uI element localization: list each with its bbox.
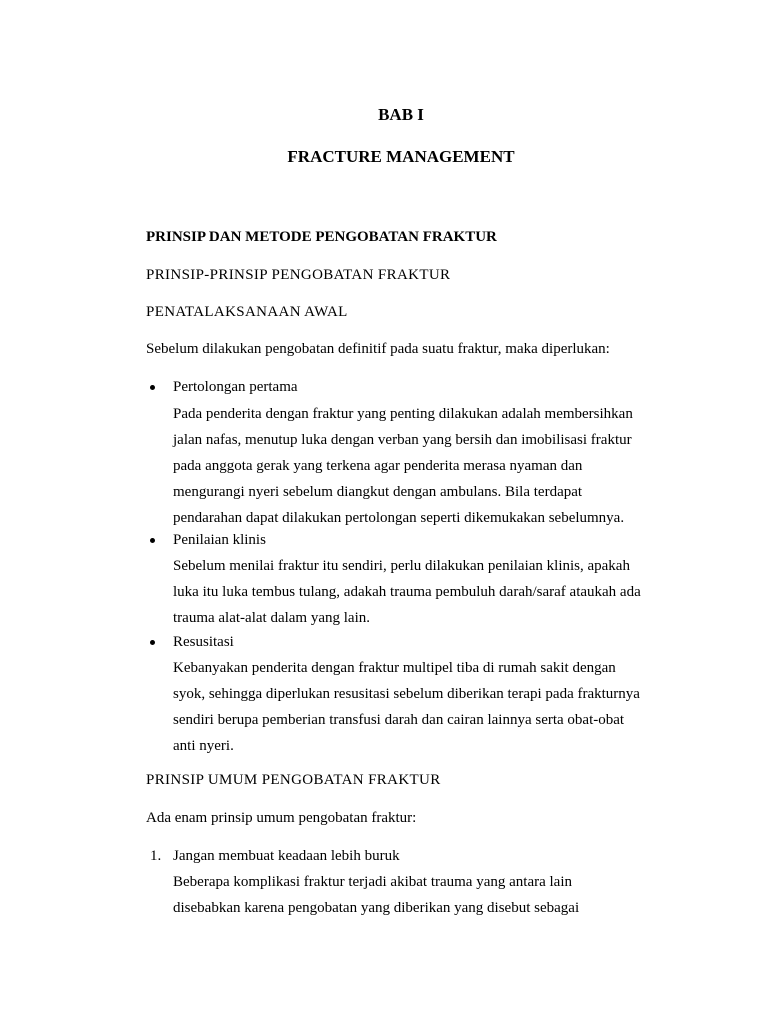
chapter-title: FRACTURE MANAGEMENT (287, 147, 515, 166)
intro-paragraph: Sebelum dilakukan pengobatan definitif pada suatu fraktur, maka diperlukan: (146, 341, 610, 357)
body-line: sendiri berupa pemberian transfusi darah dan cairan lainnya serta obat-obat (173, 712, 625, 728)
body-line: Pada penderita dengan fraktur yang penting dilakukan adalah membersihkan (173, 406, 633, 422)
bullet-title: Resusitasi (173, 634, 234, 650)
item-number: 1. (150, 848, 162, 864)
body-line: luka itu luka tembus tulang, adakah trauma pembuluh darah/saraf ataukah ada (173, 584, 641, 600)
body-line: Kebanyakan penderita dengan fraktur multipel tiba di rumah sakit dengan (173, 660, 616, 676)
bullet-title: Penilaian klinis (173, 532, 266, 548)
bullet-dot (150, 385, 155, 390)
chapter-number: BAB I (378, 105, 424, 124)
section-heading: PRINSIP DAN METODE PENGOBATAN FRAKTUR (146, 229, 497, 245)
body-line: mengurangi nyeri sebelum diangkut dengan ambulans. Bila terdapat (173, 484, 583, 500)
subheading-principles: PRINSIP-PRINSIP PENGOBATAN FRAKTUR (146, 267, 451, 283)
body-line: pendarahan dapat dilakukan pertolongan seperti dikemukakan sebelumnya. (173, 510, 625, 526)
body-line: disebabkan karena pengobatan yang diberikan yang disebut sebagai (173, 900, 580, 916)
bullet-body (173, 658, 673, 762)
bullet-title: Pertolongan pertama (173, 379, 298, 395)
general-intro: Ada enam prinsip umum pengobatan fraktur: (146, 810, 417, 826)
subheading-initial-management: PENATALAKSANAAN AWAL (146, 304, 348, 320)
subheading-general-principles: PRINSIP UMUM PENGOBATAN FRAKTUR (146, 772, 441, 788)
body-line: pada anggota gerak yang terkena agar penderita merasa nyaman dan (173, 458, 583, 474)
bullet-dot (150, 538, 155, 543)
body-line: syok, sehingga diperlukan resusitasi sebelum diberikan terapi pada frakturnya (173, 686, 640, 702)
body-line: anti nyeri. (173, 738, 234, 754)
body-line: trauma alat-alat dalam yang lain. (173, 610, 370, 626)
bullet-body (173, 556, 673, 634)
bullet-dot (150, 640, 155, 645)
bullet-body (173, 404, 673, 534)
numbered-body (173, 872, 673, 924)
body-line: Sebelum menilai fraktur itu sendiri, perlu dilakukan penilaian klinis, apakah (173, 558, 630, 574)
body-line: Beberapa komplikasi fraktur terjadi akibat trauma yang antara lain (173, 874, 573, 890)
body-line: jalan nafas, menutup luka dengan verban yang bersih dan imobilisasi fraktur (173, 432, 632, 448)
numbered-title: Jangan membuat keadaan lebih buruk (173, 848, 400, 864)
